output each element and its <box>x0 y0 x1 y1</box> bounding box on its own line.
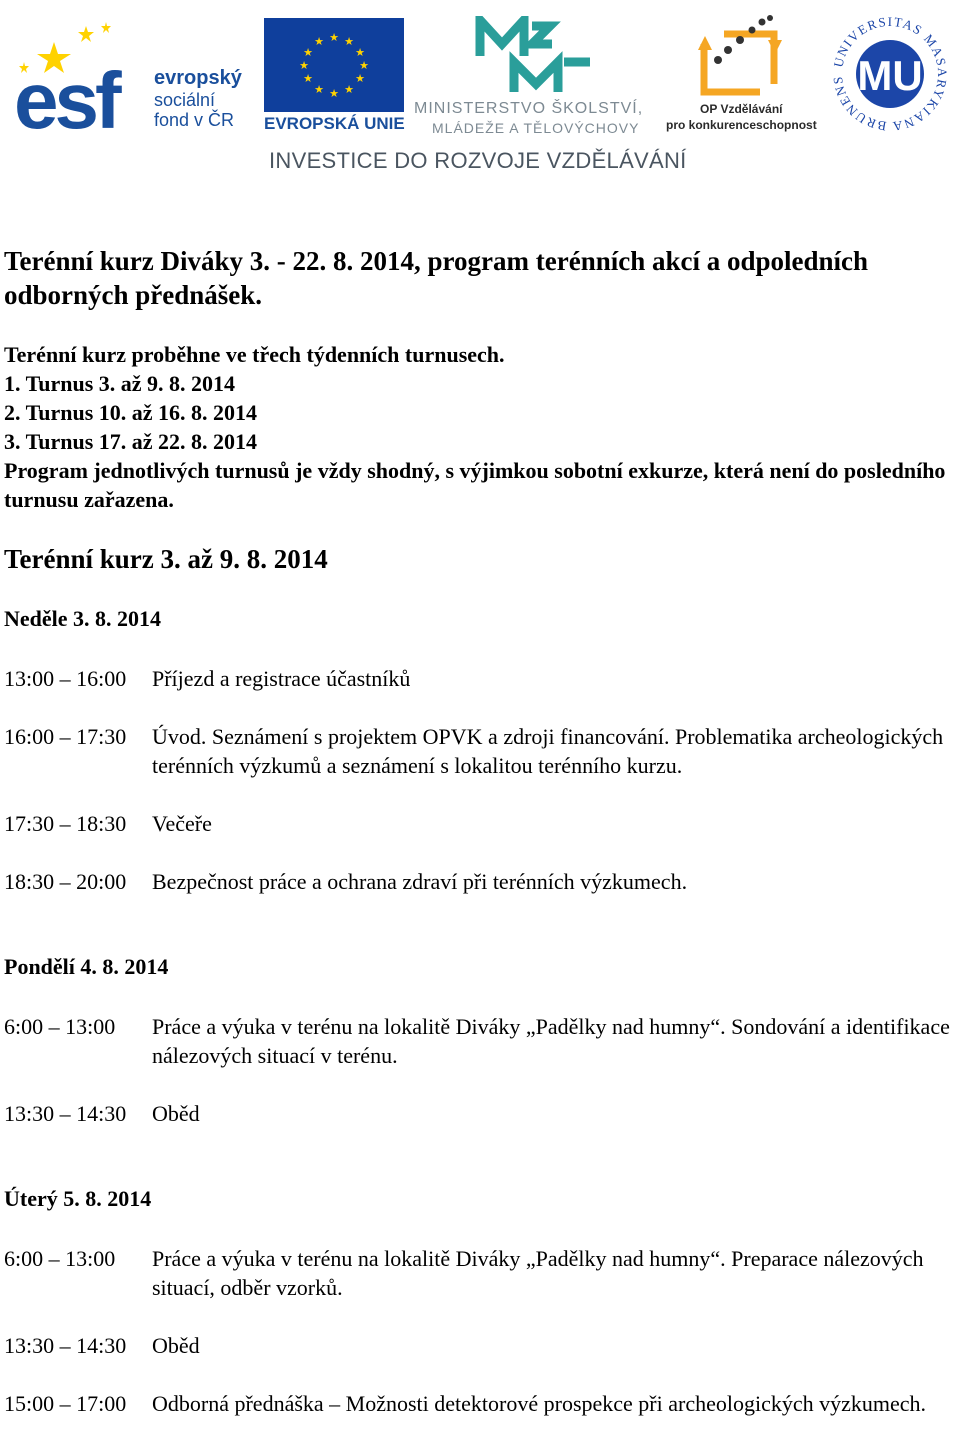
op-logo <box>664 14 824 136</box>
intro-line: Program jednotlivých turnusů je vždy shodný, s výjimkou sobotní exkurze, která není do posledního turnusu zařazena. <box>4 458 946 512</box>
op-line-1: OP Vzdělávání <box>700 102 783 116</box>
svg-text:★: ★ <box>329 31 339 44</box>
svg-text:MU: MU <box>857 52 923 99</box>
svg-text:★: ★ <box>359 59 369 72</box>
document-title: Terénní kurz Diváky 3. - 22. 8. 2014, program terénních akcí a odpoledních odborných přednášek. <box>4 246 869 310</box>
schedule-text: Oběd <box>152 1333 200 1358</box>
schedule-text: Oběd <box>152 1101 200 1126</box>
schedule-text: Práce a výuka v terénu na lokalitě Diváky „Padělky nad humny“. Preparace nálezových situací, odběr vzorků. <box>152 1246 924 1300</box>
intro-block <box>4 340 949 514</box>
tagline: INVESTICE DO ROZVOJE VZDĚLÁVÁNÍ <box>269 148 687 173</box>
schedule-text: Úvod. Seznámení s projektem OPVK a zdroji financování. Problematika archeologických terénních výzkumů a seznámení s lokalitou terénního kurzu. <box>152 724 944 778</box>
schedule-text: Odborná přednáška – Možnosti detektorové prospekce při archeologických výzkumech. <box>152 1391 927 1416</box>
intro-line: 3. Turnus 17. až 22. 8. 2014 <box>4 429 258 454</box>
schedule-time: 13:30 – 14:30 <box>4 1101 127 1126</box>
op-line-2: pro konkurenceschopnost <box>666 118 817 132</box>
day-heading: Pondělí 4. 8. 2014 <box>4 954 169 979</box>
svg-text:★: ★ <box>344 83 354 96</box>
day-heading: Úterý 5. 8. 2014 <box>4 1186 152 1211</box>
svg-text:★: ★ <box>344 35 354 48</box>
schedule-text: Večeře <box>152 811 212 836</box>
eu-label: EVROPSKÁ UNIE <box>264 114 405 133</box>
svg-text:★: ★ <box>303 46 313 59</box>
msmt-mark-icon <box>414 16 664 98</box>
logo-header <box>0 0 960 190</box>
esf-logo <box>14 20 254 132</box>
msmt-line-2: MLÁDEŽE A TĚLOVÝCHOVY <box>432 120 640 136</box>
schedule-time: 6:00 – 13:00 <box>4 1014 116 1039</box>
svg-text:★: ★ <box>314 35 324 48</box>
esf-line-1: evropský <box>154 67 242 89</box>
msmt-logo <box>414 16 664 136</box>
schedule-time: 6:00 – 13:00 <box>4 1246 116 1271</box>
eu-logo <box>264 18 408 136</box>
schedule-time: 13:00 – 16:00 <box>4 666 127 691</box>
esf-mark-icon <box>14 20 150 132</box>
schedule-text: Příjezd a registrace účastníků <box>152 666 411 691</box>
op-mark-icon <box>664 14 824 100</box>
svg-text:★: ★ <box>355 72 365 85</box>
intro-line: 1. Turnus 3. až 9. 8. 2014 <box>4 371 236 396</box>
msmt-line-1: MINISTERSTVO ŠKOLSTVÍ, <box>414 100 644 117</box>
eu-flag-icon <box>264 18 404 112</box>
schedule-time: 18:30 – 20:00 <box>4 869 127 894</box>
schedule-text: Práce a výuka v terénu na lokalitě Diváky „Padělky nad humny“. Sondování a identifikace nálezových situací v terénu. <box>152 1014 950 1068</box>
schedule-text: Bezpečnost práce a ochrana zdraví při terénních výzkumech. <box>152 869 688 894</box>
svg-text:UNIVERSITAS MASARYKIANA BRUNEN: UNIVERSITAS MASARYKIANA BRUNENS <box>829 13 951 135</box>
section-title: Terénní kurz 3. až 9. 8. 2014 <box>4 544 328 574</box>
esf-line-2: sociální <box>154 90 216 110</box>
svg-text:★: ★ <box>314 83 324 96</box>
schedule-time: 15:00 – 17:00 <box>4 1391 127 1416</box>
svg-text:★: ★ <box>299 59 309 72</box>
intro-line: Terénní kurz proběhne ve třech týdenních turnusech. <box>4 342 505 367</box>
schedule-time: 13:30 – 14:30 <box>4 1333 127 1358</box>
svg-text:★: ★ <box>355 46 365 59</box>
svg-text:esf: esf <box>14 56 118 132</box>
svg-text:★: ★ <box>303 72 313 85</box>
day-heading: Neděle 3. 8. 2014 <box>4 606 162 631</box>
schedule-time: 17:30 – 18:30 <box>4 811 127 836</box>
esf-line-3: fond v ČR <box>154 110 235 130</box>
muni-seal-logo <box>828 12 952 136</box>
schedule-time: 16:00 – 17:30 <box>4 724 127 749</box>
intro-line: 2. Turnus 10. až 16. 8. 2014 <box>4 400 258 425</box>
svg-text:★: ★ <box>329 87 339 100</box>
muni-seal-icon <box>828 12 952 136</box>
